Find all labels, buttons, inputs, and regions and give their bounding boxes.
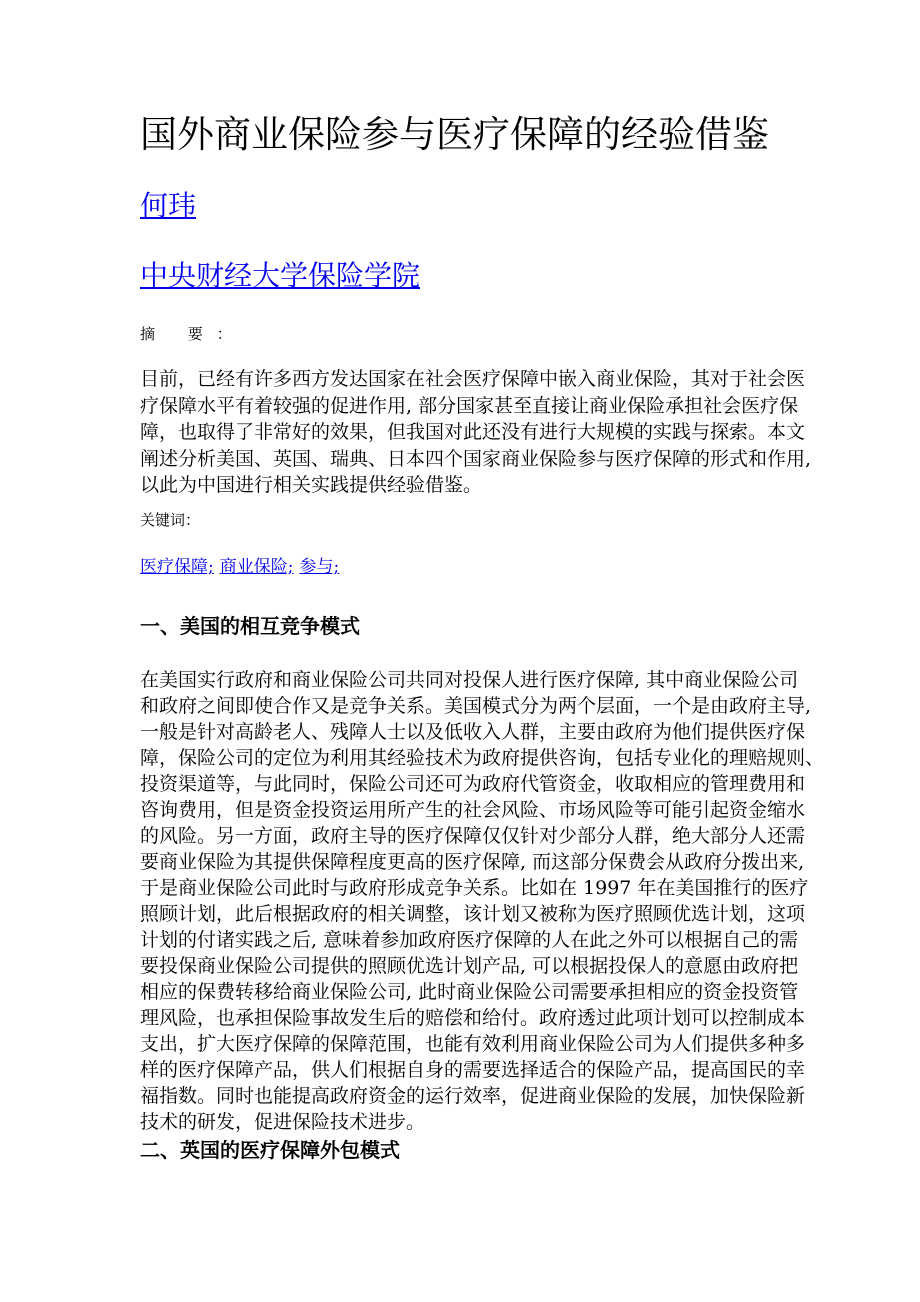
text-line: 一般是针对高龄老人、残障人士以及低收入人群，主要由政府为他们提供医疗保 bbox=[140, 721, 806, 743]
abstract-label bbox=[140, 324, 246, 344]
text-line: 目前，已经有许多西方发达国家在社会医疗保障中嵌入商业保险，其对于社会医 bbox=[140, 368, 806, 390]
text-line: 照顾计划，此后根据政府的相关调整，该计划又被称为医疗照顾优选计划，这项 bbox=[140, 903, 806, 925]
text-line: 障，保险公司的定位为利用其经验技术为政府提供咨询，包括专业化的理赔规则、 bbox=[140, 747, 825, 769]
keywords-list bbox=[140, 555, 345, 579]
text-line: 要商业保险为其提供保障程度更高的医疗保障, 而这部分保费会从政府分拨出来, bbox=[140, 851, 805, 873]
keyword-link[interactable]: 商业保险; bbox=[219, 557, 294, 577]
text-line: 计划的付诸实践之后, 意味着参加政府医疗保障的人在此之外可以根据自己的需 bbox=[140, 929, 799, 951]
section-heading: 一、美国的相互竞争模式 bbox=[140, 614, 360, 638]
text-line: 福指数。同时也能提高政府资金的运行效率，促进商业保险的发展，加快保险新 bbox=[140, 1085, 806, 1107]
keyword-link[interactable]: 参与; bbox=[299, 557, 340, 577]
keyword-link[interactable]: 医疗保障; bbox=[140, 557, 214, 577]
affiliation-link[interactable]: 中央财经大学保险学院 bbox=[140, 259, 421, 292]
text-line: 以此为中国进行相关实践提供经验借鉴。 bbox=[140, 474, 483, 496]
text-line: 的风险。另一方面，政府主导的医疗保障仅仅针对少部分人群，绝大部分人还需 bbox=[140, 825, 806, 847]
text-line: 理风险，也承担保险事故发生后的赔偿和给付。政府透过此项计划可以控制成本 bbox=[140, 1007, 806, 1029]
section-heading: 二、英国的医疗保障外包模式 bbox=[140, 1138, 400, 1162]
text-line: 样的医疗保障产品，供人们根据自身的需要选择适合的保险产品，提高国民的幸 bbox=[140, 1059, 806, 1081]
text-line: 于是商业保险公司此时与政府形成竞争关系。比如在 1997 年在美国推行的医疗 bbox=[140, 877, 809, 899]
text-line: 相应的保费转移给商业保险公司, 此时商业保险公司需要承担相应的资金投资管 bbox=[140, 981, 799, 1003]
text-line: 和政府之间即使合作又是竞争关系。美国模式分为两个层面，一个是由政府主导, bbox=[140, 695, 812, 717]
text-line: 支出，扩大医疗保障的保障范围，也能有效利用商业保险公司为人们提供多种多 bbox=[140, 1033, 806, 1055]
text-line: 在美国实行政府和商业保险公司共同对投保人进行医疗保障, 其中商业保险公司 bbox=[140, 669, 799, 691]
text-line: 阐述分析美国、英国、瑞典、日本四个国家商业保险参与医疗保障的形式和作用, bbox=[140, 447, 812, 470]
abstract-text bbox=[140, 366, 811, 499]
section-body bbox=[140, 667, 824, 1135]
text-line: 投资渠道等，与此同时，保险公司还可为政府代管资金，收取相应的管理费用和 bbox=[140, 773, 806, 795]
keywords-label: 关键词： bbox=[140, 511, 201, 529]
text-line: 咨询费用，但是资金投资运用所产生的社会风险、市场风险等可能引起资金缩水 bbox=[140, 799, 806, 821]
text-line: 障，也取得了非常好的效果，但我国对此还没有进行大规模的实践与探索。本文 bbox=[140, 421, 806, 443]
author-link[interactable]: 何玮 bbox=[140, 189, 197, 222]
text-line: 技术的研发，促进保险技术进步。 bbox=[140, 1111, 426, 1133]
text-line: 要投保商业保险公司提供的照顾优选计划产品, 可以根据投保人的意愿由政府把 bbox=[140, 955, 799, 977]
text-line: 疗保障水平有着较强的促进作用, 部分国家甚至直接让商业保险承担社会医疗保 bbox=[140, 394, 799, 417]
abstract-label-text: 摘 要： bbox=[140, 325, 246, 343]
document-title: 国外商业保险参与医疗保障的经验借鉴 bbox=[140, 113, 769, 156]
